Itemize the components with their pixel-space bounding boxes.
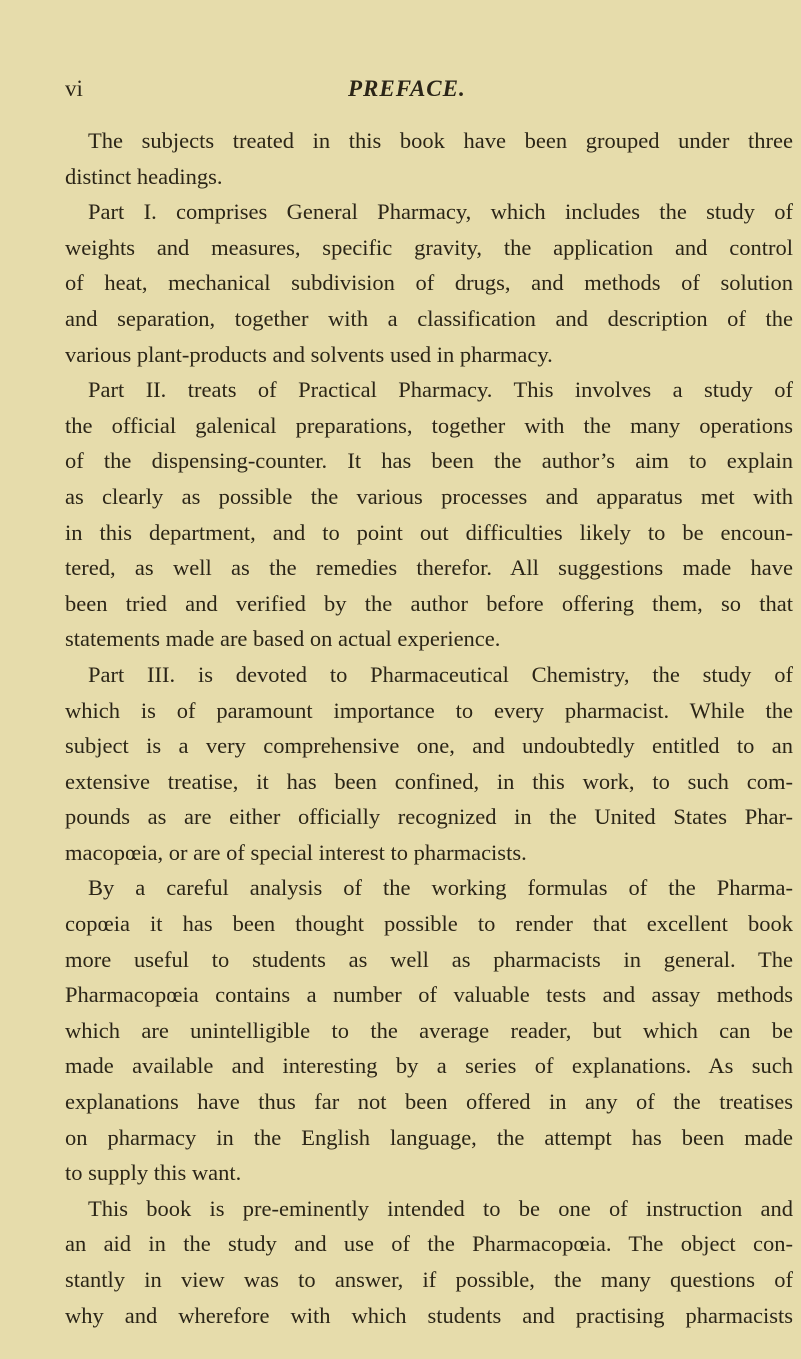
- text-line: copœia it has been thought possible to render that excellent book: [65, 911, 793, 937]
- text-line: more useful to students as well as pharmacists in general. The: [65, 946, 793, 972]
- text-line: By a careful analysis of the working formulas of the Pharma-: [88, 875, 793, 901]
- text-line: subject is a very comprehensive one, and undoubtedly entitled to an: [65, 733, 793, 759]
- body-text: [65, 123, 793, 1333]
- text-line: Pharmacopœia contains a number of valuable tests and assay methods: [65, 982, 793, 1008]
- text-line: which are unintelligible to the average reader, but which can be: [65, 1017, 793, 1043]
- page-header: [65, 76, 793, 108]
- text-line: various plant-products and solvents used in pharmacy.: [65, 341, 553, 367]
- text-line: Part II. treats of Practical Pharmacy. This involves a study of: [88, 377, 793, 403]
- text-line: an aid in the study and use of the Pharmacopœia. The object con-: [65, 1231, 793, 1257]
- text-line: distinct headings.: [65, 163, 223, 189]
- text-line: to supply this want.: [65, 1160, 242, 1186]
- text-line: stantly in view was to answer, if possible, the many questions of: [65, 1267, 793, 1292]
- text-line: This book is pre-eminently intended to be one of instruction and: [88, 1195, 793, 1221]
- text-line: of the dispensing-counter. It has been the author’s aim to explain: [65, 448, 793, 474]
- text-line: Part III. is devoted to Pharmaceutical Chemistry, the study of: [88, 661, 793, 687]
- text-line: which is of paramount importance to every pharmacist. While the: [65, 697, 793, 723]
- text-line: Part I. comprises General Pharmacy, which includes the study of: [88, 199, 793, 225]
- paragraph: [65, 194, 793, 372]
- text-line: pounds as are either officially recognized in the United States Phar-: [65, 804, 793, 830]
- text-line: why and wherefore with which students and practising pharmacists: [65, 1302, 793, 1328]
- paragraph: [65, 870, 793, 1190]
- paragraph: [65, 123, 793, 194]
- text-line: been tried and verified by the author before offering them, so that: [65, 590, 793, 616]
- text-line: as clearly as possible the various processes and apparatus met with: [65, 483, 793, 509]
- paragraph: [65, 657, 793, 871]
- text-line: tered, as well as the remedies therefor. All suggestions made have: [65, 555, 793, 581]
- text-line: made available and interesting by a series of explanations. As such: [65, 1053, 793, 1079]
- page-number: vi: [65, 76, 83, 101]
- text-line: of heat, mechanical subdivision of drugs, and methods of solution: [65, 270, 793, 296]
- text-line: macopœia, or are of special interest to pharmacists.: [65, 839, 527, 865]
- paragraph: [65, 372, 793, 657]
- text-line: weights and measures, specific gravity, the application and control: [65, 234, 793, 260]
- text-line: extensive treatise, it has been confined, in this work, to such com-: [65, 768, 793, 794]
- text-line: explanations have thus far not been offered in any of the treatises: [65, 1089, 793, 1115]
- text-line: the official galenical preparations, together with the many operations: [65, 412, 793, 438]
- running-title: PREFACE.: [348, 76, 466, 101]
- text-line: on pharmacy in the English language, the attempt has been made: [65, 1124, 793, 1150]
- text-line: and separation, together with a classification and description of the: [65, 305, 793, 331]
- text-line: in this department, and to point out difficulties likely to be encoun-: [65, 519, 793, 545]
- paragraph: [65, 1191, 793, 1333]
- text-line: The subjects treated in this book have been grouped under three: [88, 128, 793, 153]
- text-line: statements made are based on actual experience.: [65, 626, 501, 652]
